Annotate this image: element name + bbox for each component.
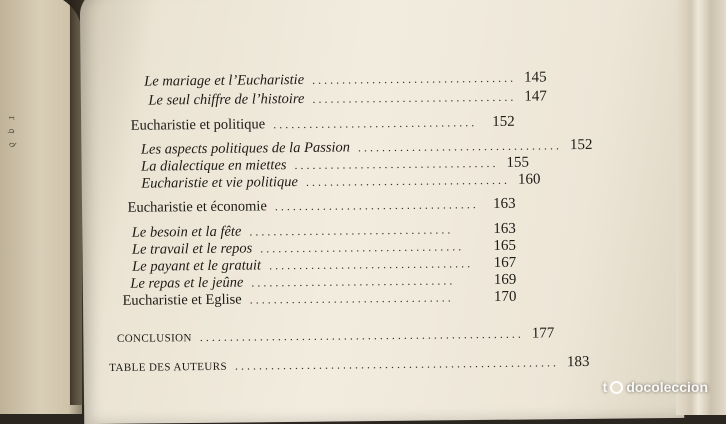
toc-entry-page: 163: [493, 220, 516, 237]
toc-entry-page: 152: [569, 136, 593, 154]
watermark-o-icon: [610, 381, 623, 394]
toc-leader-dots: ..................................: [274, 197, 479, 214]
toc-leader-dots: ..................................: [249, 222, 454, 239]
toc-entry-page: 165: [493, 237, 517, 254]
toc-entry: [148, 88, 547, 110]
toc-leader-dots: ..................................: [357, 138, 563, 155]
toc-leader-dots: ..................................: [249, 290, 454, 307]
toc-entry-title: Le travail et le repos: [131, 240, 253, 258]
toc-entry-title: Eucharistie et économie: [127, 198, 267, 216]
watermark-suffix: docoleccion: [626, 379, 708, 395]
toc-entry: [141, 171, 541, 193]
toc-leader-dots: ..................................: [312, 70, 517, 87]
toc-entry: [109, 353, 590, 376]
toc-entry-page: 170: [493, 288, 517, 305]
toc-leader-dots: ..................................: [312, 89, 517, 106]
toc-entry: [122, 289, 516, 310]
toc-entry-title: Eucharistie et politique: [130, 116, 266, 134]
toc-entry-page: 155: [506, 154, 530, 171]
toc-entry-title: Le payant et le gratuit: [132, 257, 262, 275]
toc-entry-title: Le mariage et l’Eucharistie: [144, 71, 305, 90]
toc-entry-page: 183: [566, 353, 590, 371]
toc-leader-dots: ..................................: [268, 256, 474, 273]
toc-leader-dots: ......................................................: [199, 326, 524, 345]
toc-entry: [116, 325, 555, 347]
toc-entry-title: Les aspects politiques de la Passion: [140, 139, 351, 158]
toc-entry-title: CONCLUSION: [116, 332, 192, 345]
toc-entry: [127, 196, 515, 217]
toc-entry-page: 147: [524, 88, 547, 105]
toc-leader-dots: ..................................: [273, 115, 478, 132]
toc-entry: [131, 114, 515, 135]
toc-entry-page: 152: [492, 113, 515, 130]
toc-leader-dots: ..................................: [294, 155, 499, 173]
toc-entry-title: La dialectique en miettes: [141, 157, 287, 175]
toc-entry-title: Le besoin et la fête: [131, 223, 242, 241]
toc-entry-page: 167: [493, 254, 517, 271]
toc-entry-page: 145: [524, 69, 547, 86]
toc-entry-title: Le seul chiffre de l’histoire: [148, 90, 305, 109]
toc-entry-title: Le repas et le jeûne: [130, 274, 244, 292]
toc-leader-dots: ..................................: [305, 172, 510, 189]
toc-entry-title: Eucharistie et vie politique: [141, 174, 299, 192]
toc-entry-page: 169: [493, 271, 517, 288]
toc-entry-page: 177: [531, 325, 555, 342]
toc-entry-title: TABLE DES AUTEURS: [109, 360, 228, 375]
toc-entry-page: 160: [517, 171, 541, 188]
toc-entry-title: Eucharistie et Eglise: [122, 291, 242, 309]
toc-leader-dots: ..................................: [260, 239, 465, 256]
watermark-prefix: t: [602, 379, 608, 395]
left-page-marks: 𝔯 𝔮 𝔡: [6, 116, 18, 151]
toc-entry-page: 163: [492, 195, 516, 212]
toc-entry: [144, 69, 547, 91]
toc-leader-dots: ......................................................: [234, 355, 560, 373]
watermark: [603, 379, 708, 395]
toc-leader-dots: ..................................: [251, 273, 456, 290]
